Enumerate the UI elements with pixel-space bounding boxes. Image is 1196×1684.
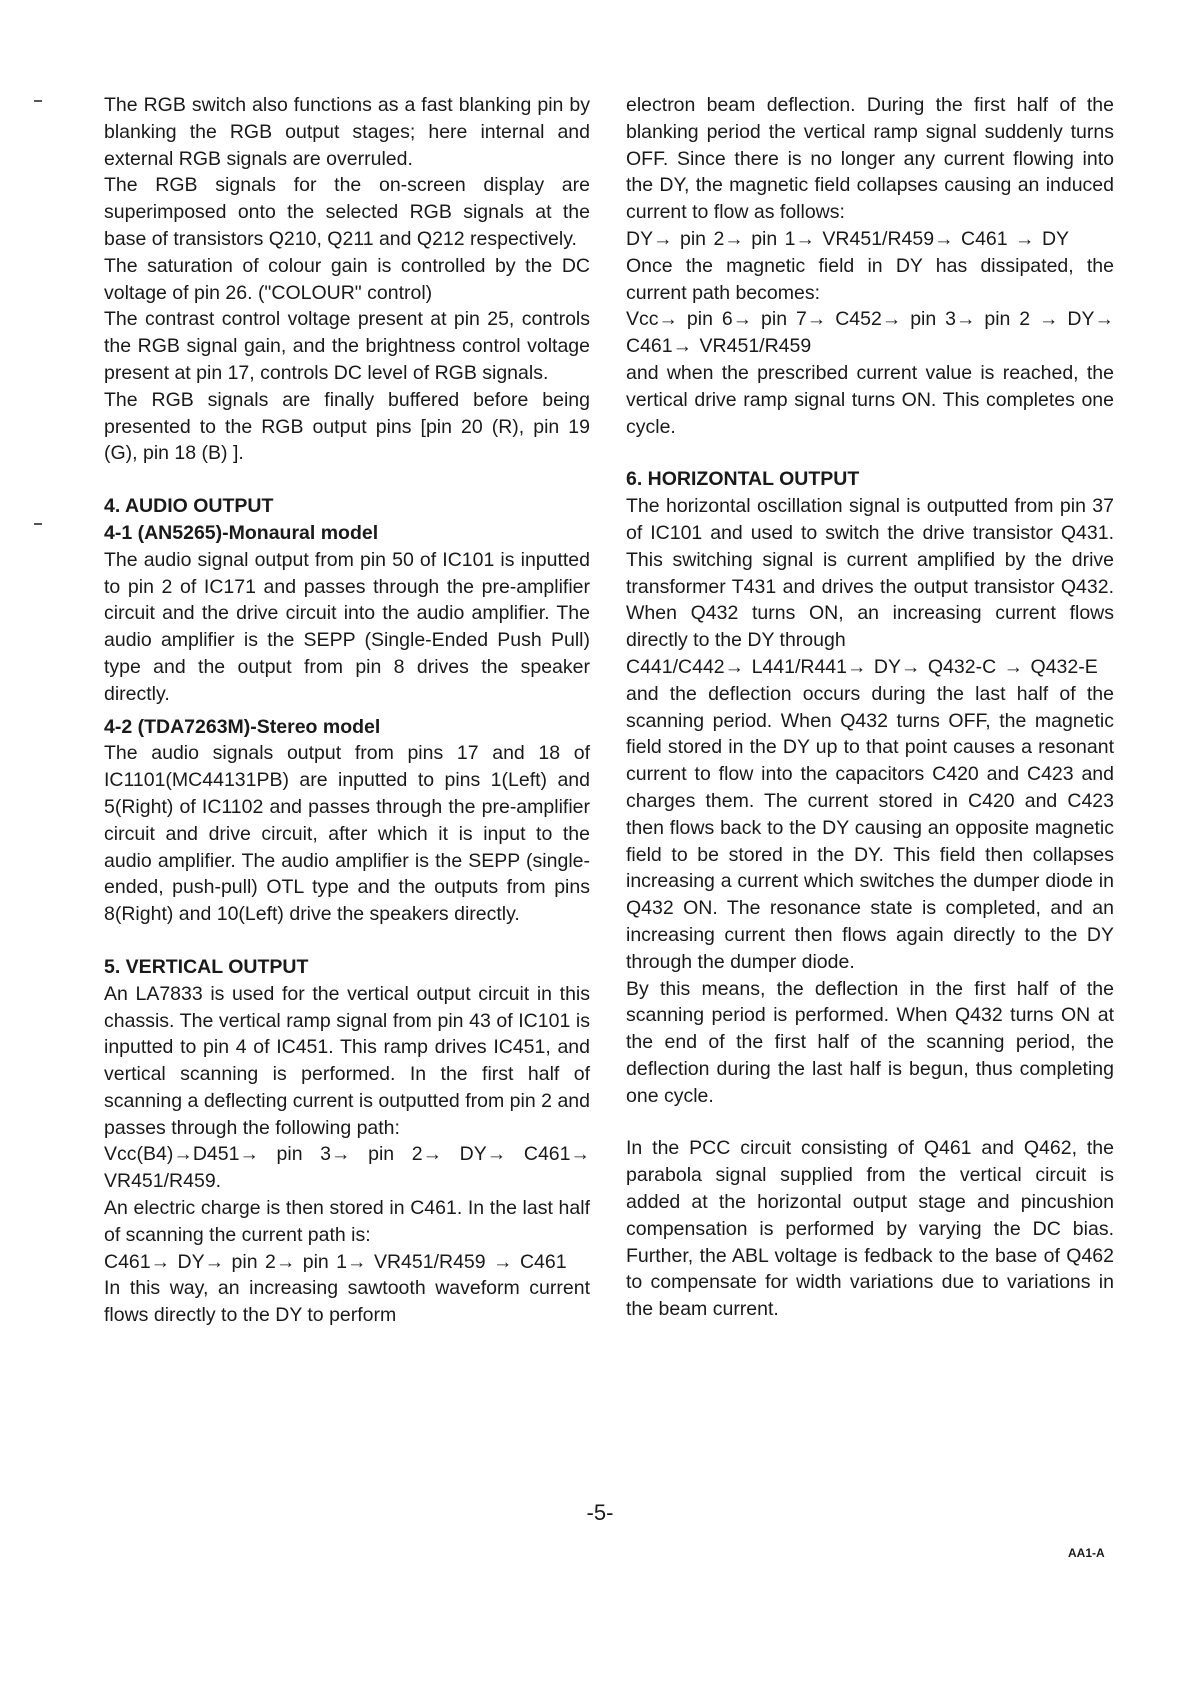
- paragraph: and when the prescribed current value is reached, the vertical drive ramp signal turns ON. This completes one cycle.: [626, 361, 1114, 438]
- section-heading: 6. HORIZONTAL OUTPUT: [626, 468, 860, 491]
- paragraph: The horizontal oscillation signal is outputted from pin 37 of IC101 and used to switch the drive transistor Q431. This switching signal is current amplified by the drive transformer T431 and drives the output transistor Q432. When Q432 turns ON, an increasing current flows directly to the DY through: [626, 495, 1114, 652]
- paragraph: The saturation of colour gain is controlled by the DC voltage of pin 26. ("COLOUR" control): [104, 254, 590, 304]
- paragraph: By this means, the deflection in the first half of the scanning period is performed. When Q432 turns ON at the end of the first half of the scanning period, the deflection during the last half is begun, thus completing one cycle.: [626, 977, 1114, 1107]
- current-path: DY→ pin 2→ pin 1→ VR451/R459→ C461 → DY: [626, 227, 1070, 250]
- margin-mark: [34, 523, 42, 525]
- subsection-heading: 4-1 (AN5265)-Monaural model: [104, 521, 379, 544]
- left-column: [104, 92, 590, 1329]
- right-column: [626, 92, 1114, 1323]
- page-number: -5-: [586, 1500, 614, 1525]
- current-path: C441/C442→ L441/R441→ DY→ Q432-C → Q432-E: [626, 655, 1098, 678]
- paragraph: An LA7833 is used for the vertical output circuit in this chassis. The vertical ramp signal from pin 43 of IC101 is inputted to pin 4 of IC451. This ramp drives IC451, and vertical scanning is performed. In the first half of scanning a deflecting current is outputted from pin 2 and passes through the following path:: [104, 982, 590, 1139]
- document-code: AA1-A: [1068, 1546, 1105, 1560]
- margin-mark: [34, 100, 42, 102]
- paragraph: An electric charge is then stored in C461. In the last half of scanning the current path is:: [104, 1197, 590, 1246]
- paragraph: The RGB switch also functions as a fast blanking pin by blanking the RGB output stages; here internal and external RGB signals are overruled.: [104, 94, 590, 170]
- paragraph: In this way, an increasing sawtooth waveform current flows directly to the DY to perform: [104, 1277, 590, 1327]
- subsection-heading: 4-2 (TDA7263M)-Stereo model: [104, 715, 381, 738]
- section-horizontal-output: [626, 466, 1114, 1323]
- section-audio-output: [104, 493, 590, 928]
- paragraph: and the deflection occurs during the last half of the scanning period. When Q432 turns OFF, the magnetic field stored in the DY up to that point causes a resonant current to flow into the capacitors C420 and C423 and charges them. The current stored in C420 and C423 then flows back to the DY causing an opposite magnetic field to be stored in the DY. This field then collapses increasing a current which switches the dumper diode in Q432 ON. The resonance state is completed, and an increasing current then flows again directly to the DY through the dumper diode.: [626, 682, 1114, 973]
- paragraph: The audio signal output from pin 50 of IC101 is inputted to pin 2 of IC171 and passes through the pre-amplifier circuit and the drive circuit into the audio amplifier. The audio amplifier is the SEPP (Single-Ended Push Pull) type and the output from pin 8 drives the speaker directly.: [104, 548, 590, 705]
- section-heading: 5. VERTICAL OUTPUT: [104, 955, 309, 978]
- paragraph: electron beam deflection. During the first half of the blanking period the vertical ramp signal suddenly turns OFF. Since there is no longer any current flowing into the DY, the magnetic field collapses causing an induced current to flow as follows:: [626, 94, 1114, 224]
- current-path: Vcc(B4)→D451→ pin 3→ pin 2→ DY→ C461→ VR451/R459.: [104, 1143, 590, 1193]
- paragraph: In the PCC circuit consisting of Q461 and Q462, the parabola signal supplied from the vertical circuit is added at the horizontal output stage and pincushion compensation is performed by varying the DC bias. Further, the ABL voltage is fedback to the base of Q462 to compensate for width variations due to variations in the beam current.: [626, 1137, 1114, 1321]
- paragraph: The RGB signals are finally buffered before being presented to the RGB output pins [pin 20 (R), pin 19 (G), pin 18 (B) ].: [104, 388, 590, 465]
- current-path: Vcc→ pin 6→ pin 7→ C452→ pin 3→ pin 2 → DY→ C461→ VR451/R459: [626, 308, 1114, 358]
- paragraph: The audio signals output from pins 17 and 18 of IC1101(MC44131PB) are inputted to pins 1(Left) and 5(Right) of IC1102 and passes through the pre-amplifier circuit and drive circuit, after which it is input to the audio amplifier. The audio amplifier is the SEPP (single-ended, push-pull) OTL type and the outputs from pins 8(Right) and 10(Left) drive the speakers directly.: [104, 742, 590, 926]
- paragraph: The RGB signals for the on-screen display are superimposed onto the selected RGB signals at the base of transistors Q210, Q211 and Q212 respectively.: [104, 174, 590, 250]
- section-heading: 4. AUDIO OUTPUT: [104, 495, 274, 518]
- paragraph: The contrast control voltage present at pin 25, controls the RGB signal gain, and the brightness control voltage present at pin 17, controls DC level of RGB signals.: [104, 308, 590, 384]
- paragraph: Once the magnetic field in DY has dissipated, the current path becomes:: [626, 254, 1114, 304]
- current-path: C461→ DY→ pin 2→ pin 1→ VR451/R459 → C461: [104, 1250, 567, 1273]
- section-vertical-output: [104, 954, 590, 1329]
